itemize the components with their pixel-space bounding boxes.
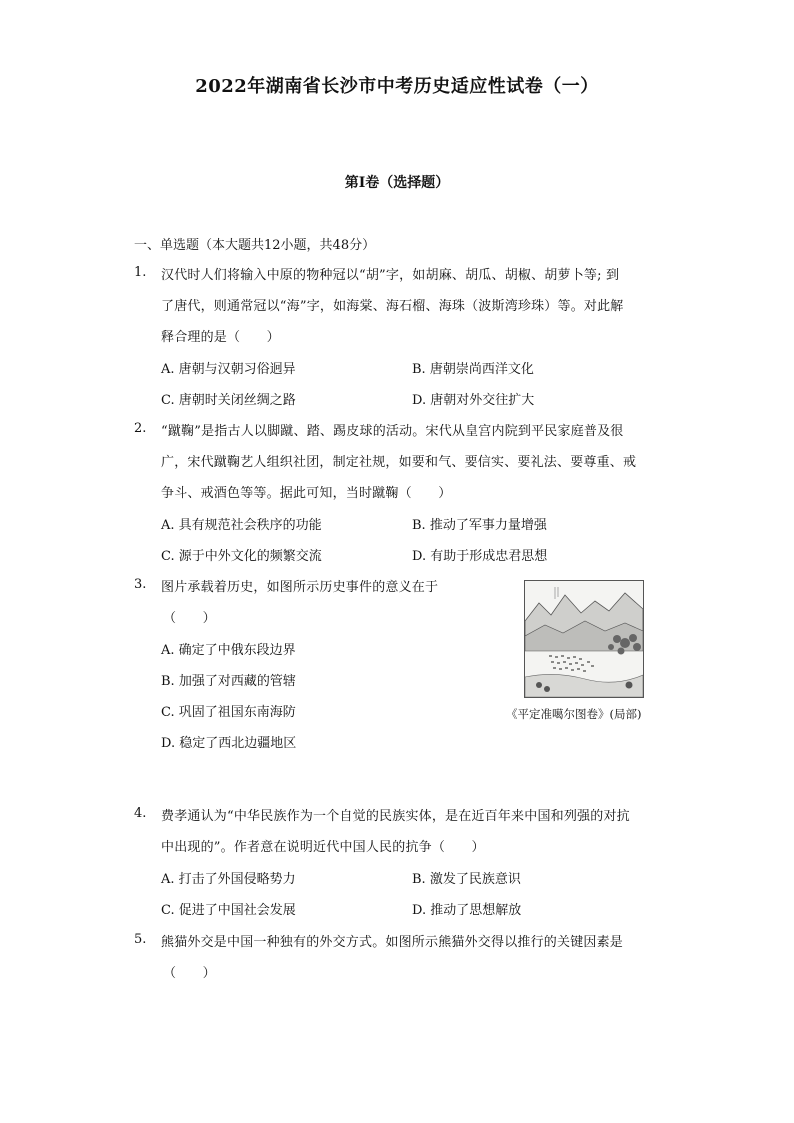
option-c: C. 源于中外文化的频繁交流 [161,549,322,564]
question-text-line: 了唐代，则通常冠以“海”字，如海棠、海石榴、海珠（波斯湾珍珠）等。对此解 [161,299,624,314]
exam-title: 2022年湖南省长沙市中考历史适应性试卷（一） [195,76,599,97]
question-text-line: 释合理的是（ ） [161,330,280,345]
question-text-line: 图片承载着历史，如图所示历史事件的意义在于 [161,580,439,595]
question-number: 5. [134,932,147,947]
question-text-line: 中出现的”。作者意在说明近代中国人民的抗争（ ） [161,840,485,855]
question-text-line: 熊猫外交是中国一种独有的外交方式。如图所示熊猫外交得以推行的关键因素是 [161,935,624,950]
option-a: A. 确定了中俄东段边界 [161,643,296,658]
paper-section-title: 第I卷（选择题） [344,175,450,191]
option-a: A. 具有规范社会秩序的功能 [161,518,322,533]
question-number: 2. [134,421,147,436]
option-b: B. 唐朝崇尚西洋文化 [412,362,534,377]
question-text-line: 争斗、戒酒色等等。据此可知，当时蹴鞠（ ） [161,486,452,501]
question-text-line: （ ） [163,966,216,981]
option-c: C. 巩固了祖国东南海防 [161,705,296,720]
question-text-line: （ ） [163,611,216,626]
option-a: A. 唐朝与汉朝习俗迥异 [161,362,296,377]
option-b: B. 推动了军事力量增强 [412,518,547,533]
historical-scroll-image [524,580,644,698]
option-a: A. 打击了外国侵略势力 [161,872,296,887]
question-text-line: 汉代时人们将输入中原的物种冠以“胡”字，如胡麻、胡瓜、胡椒、胡萝卜等; 到 [161,268,620,283]
option-d: D. 稳定了西北边疆地区 [161,736,297,751]
option-d: D. 唐朝对外交往扩大 [412,393,535,408]
option-b: B. 激发了民族意识 [412,872,521,887]
option-d: D. 推动了思想解放 [412,903,522,918]
option-c: C. 促进了中国社会发展 [161,903,296,918]
option-b: B. 加强了对西藏的管辖 [161,674,296,689]
question-number: 1. [134,265,147,280]
question-text-line: 广，宋代蹴鞠艺人组织社团，制定社规，如要和气、要信实、要礼法、要尊重、戒 [161,455,637,470]
question-text-line: “蹴鞠”是指古人以脚蹴、踏、踢皮球的活动。宋代从皇宫内院到平民家庭普及很 [161,424,624,439]
option-c: C. 唐朝时关闭丝绸之路 [161,393,296,408]
figure-caption: 《平定准噶尔图卷》(局部) [506,707,642,721]
section-heading: 一、单选题（本大题共12小题，共48分） [134,238,376,253]
option-d: D. 有助于形成忠君思想 [412,549,548,564]
question-number: 4. [134,806,147,821]
question-text-line: 费孝通认为“中华民族作为一个自觉的民族实体，是在近百年来中国和列强的对抗 [161,809,630,824]
question-number: 3. [134,577,147,592]
